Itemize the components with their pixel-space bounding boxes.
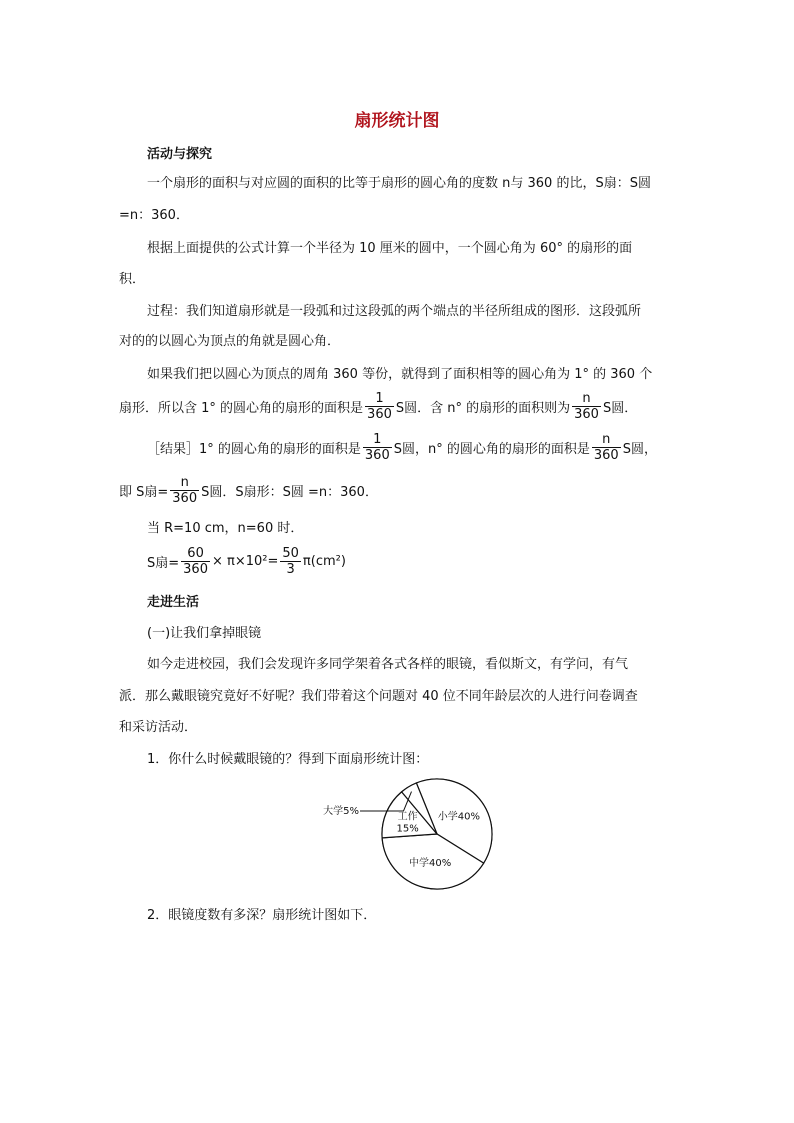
pie-label-小学: 小学40% [437,811,481,823]
paragraph-line: 过程：我们知道扇形就是一段弧和过这段弧的两个端点的半径所组成的图形．这段弧所 [147,304,642,319]
question-1: 1．你什么时候戴眼镜的？得到下面扇形统计图： [147,752,429,767]
fraction-50-3 [280,546,301,577]
paragraph-line: 对的的以圆心为顶点的角就是圆心角． [119,334,341,349]
fraction-numerator: 1 [373,432,382,447]
text-segment: 扇形．所以含 1° 的圆心角的扇形的面积是 [119,401,364,416]
formula-line [119,475,378,506]
text-segment: S圆，n° 的圆心角的扇形的面积是 [393,442,590,457]
fraction-numerator: 1 [375,391,384,406]
section-heading-activity: 活动与探究 [147,147,213,162]
fraction-n-360 [592,432,621,463]
pie-chart [315,775,515,895]
text-segment: × π×10²= [211,554,279,569]
fraction-denominator: 360 [364,448,390,463]
fraction-60-360 [181,546,210,577]
fraction-denominator: 360 [574,407,599,422]
page-title: 扇形统计图 [354,111,440,131]
text-segment: S圆， [622,442,657,457]
text-segment: π(cm²) [302,554,346,569]
pie-label-中学: 中学40% [408,857,452,869]
paragraph-line: =n：360． [119,208,189,223]
fraction-1-360 [363,432,392,463]
fraction-numerator: n [180,475,189,490]
formula-line [147,546,346,577]
paragraph-line: 积． [119,272,146,287]
pie-label-大学: 大学5% [323,806,359,817]
fraction-numerator: 60 [187,546,204,561]
fraction-numerator: n [602,432,611,447]
paragraph-line: 如今走进校园，我们会发现许多同学架着各式各样的眼镜，看似斯文，有学问，有气 [147,657,629,672]
sub-heading: (一)让我们拿掉眼镜 [147,626,262,641]
paragraph-line: 根据上面提供的公式计算一个半径为 10 厘米的圆中，一个圆心角为 60° 的扇形的面 [147,241,633,256]
fraction-n-360 [170,475,199,506]
fraction-denominator: 360 [183,562,208,577]
pie-label-工作: 工作 15% [396,811,419,835]
text-segment: S扇= [147,556,180,571]
text-segment: S圆．含 n° 的扇形的面积则为 [395,401,571,416]
question-2: 2．眼镜度数有多深？扇形统计图如下． [147,908,377,923]
paragraph-line: 如果我们把以圆心为顶点的周角 360 等份，就得到了面积相等的圆心角为 1° 的 360 个 [147,367,653,382]
fraction-numerator: n [582,391,591,406]
fraction-n-360 [572,391,601,422]
text-segment: 即 S扇= [119,485,169,500]
text-segment: S圆． [602,401,638,416]
section-heading-life: 走进生活 [147,595,200,610]
formula-line [147,432,657,463]
paragraph-line: 当 R=10 cm，n=60 时． [147,521,304,536]
paragraph-line: 和采访活动． [119,720,198,735]
paragraph-line: 一个扇形的面积与对应圆的面积的比等于扇形的圆心角的度数 n与 360 的比，S扇：S圆 [147,176,651,191]
paragraph-line: 派．那么戴眼镜究竟好不好呢？我们带着这个问题对 40 位不同年龄层次的人进行问卷调查 [119,689,638,704]
fraction-denominator: 3 [280,561,301,577]
fraction-1-360 [365,391,394,422]
fraction-denominator: 360 [367,407,392,422]
fraction-numerator: 50 [282,546,299,561]
fraction-denominator: 360 [172,491,198,506]
text-segment: ［结果］1° 的圆心角的扇形的面积是 [147,442,361,457]
formula-line [119,391,637,422]
text-segment: S圆．S扇形：S圆 =n：360． [201,485,378,500]
fraction-denominator: 360 [593,448,619,463]
